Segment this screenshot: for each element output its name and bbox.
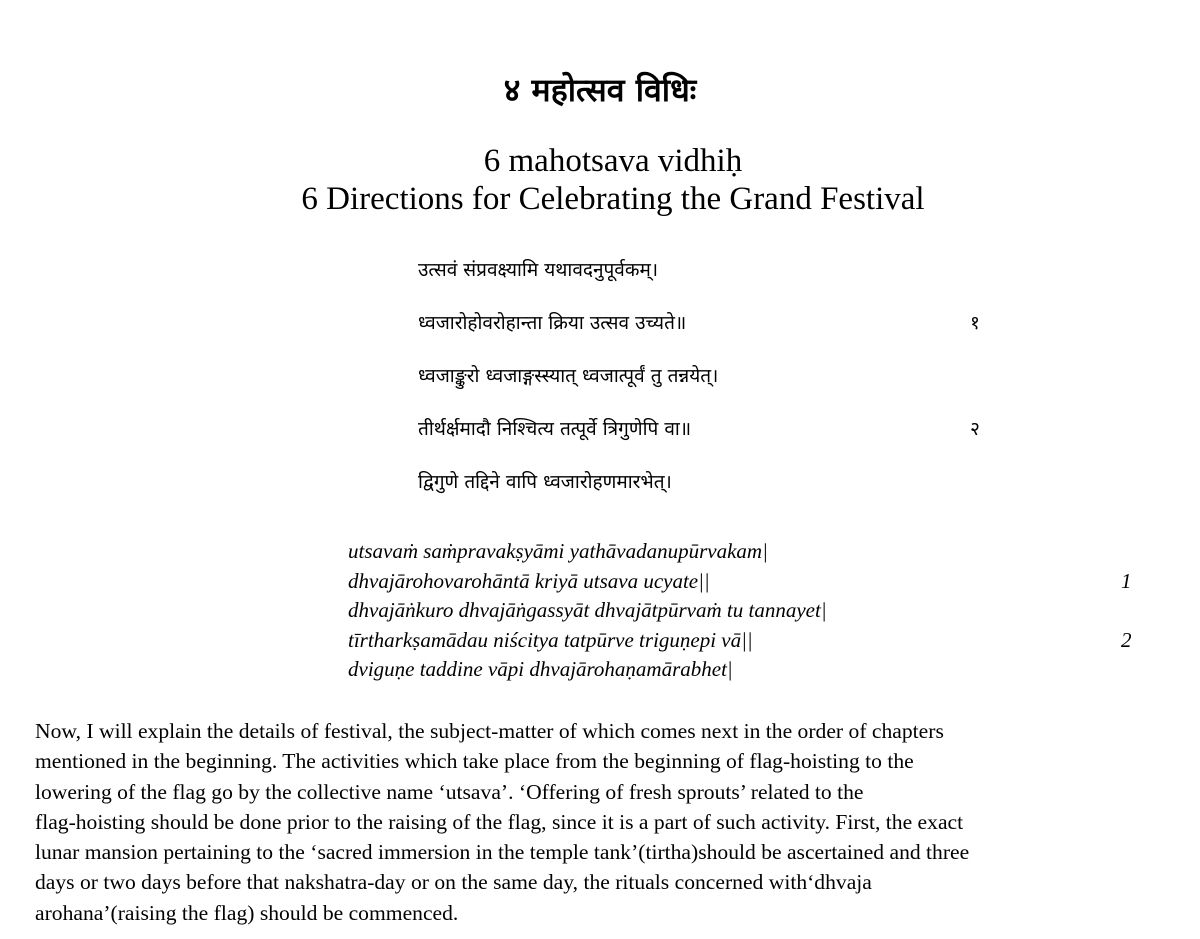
verse-text: dhvajāṅkuro dhvajāṅgassyāt dhvajātpūrvaṁ tu tannayet|	[348, 598, 827, 622]
devanagari-chapter-heading: ४ महोत्सव विधिः	[503, 71, 697, 109]
title-transliteration: 6 mahotsava vidhiḥ	[483, 143, 743, 179]
sanskrit-verse-line	[418, 467, 1018, 520]
paragraph-line: lowering of the flag go by the collective name ‘utsava’. ‘Offering of fresh sprouts’ related to the	[35, 779, 864, 804]
sanskrit-verse-line	[418, 308, 1018, 361]
title-english: 6 Directions for Celebrating the Grand Festival	[301, 181, 925, 217]
verse-number: २	[970, 418, 980, 440]
verse-text: dhvajārohovarohāntā kriyā utsava ucyate||	[348, 568, 710, 593]
verse-text: ध्वजाङ्कुरो ध्वजाङ्गस्स्यात् ध्वजात्पूर्वं तु तन्नयेत्।	[418, 365, 719, 387]
translation-paragraph	[35, 716, 1185, 928]
verse-text: dviguṇe taddine vāpi dhvajārohaṇamārabhet|	[348, 657, 733, 681]
paragraph-line: Now, I will explain the details of festival, the subject-matter of which comes next in the order of chapters	[35, 719, 944, 743]
sanskrit-verse-line	[418, 255, 1018, 308]
verse-text: tīrtharkṣamādau niścitya tatpūrve triguṇepi vā||	[348, 627, 753, 652]
transliterated-verse-line	[348, 537, 1148, 567]
paragraph-line: arohana’(raising the flag) should be commenced.	[35, 900, 459, 925]
verse-number: 1	[1121, 568, 1132, 593]
verse-number: १	[970, 312, 980, 334]
verse-text: utsavaṁ saṁpravakṣyāmi yathāvadanupūrvakam|	[348, 539, 768, 563]
transliterated-verse-line	[348, 596, 1148, 626]
verse-text: द्विगुणे तद्दिने वापि ध्वजारोहणमारभेत्।	[418, 471, 672, 493]
paragraph-line: flag-hoisting should be done prior to the raising of the flag, since it is a part of such activity. First, the exact	[35, 809, 964, 834]
verse-text: ध्वजारोहोवरोहान्ता क्रिया उत्सव उच्यते॥	[418, 312, 687, 334]
paragraph-line: lunar mansion pertaining to the ‘sacred immersion in the temple tank’(tirtha)should be ascertained and three	[35, 840, 970, 865]
transliterated-verse-line	[348, 567, 1148, 597]
verse-text: तीर्थर्क्षमादौ निश्चित्य तत्पूर्वे त्रिगुणेपि वा॥	[418, 418, 692, 440]
verse-number: 2	[1121, 627, 1132, 652]
chapter-title	[0, 142, 1200, 218]
sanskrit-verse-line	[418, 414, 1018, 467]
transliterated-verse-line	[348, 626, 1148, 656]
verse-text: उत्सवं संप्रवक्ष्यामि यथावदनुपूर्वकम्।	[418, 259, 659, 281]
transliterated-verses	[348, 537, 1148, 685]
paragraph-line: days or two days before that nakshatra-day or on the same day, the rituals concerned with‘dhvaja	[35, 870, 872, 895]
sanskrit-verse-line	[418, 361, 1018, 414]
paragraph-line: mentioned in the beginning. The activities which take place from the beginning of flag-hoisting to the	[35, 749, 914, 774]
sanskrit-verses	[418, 255, 1018, 520]
transliterated-verse-line	[348, 655, 1148, 685]
